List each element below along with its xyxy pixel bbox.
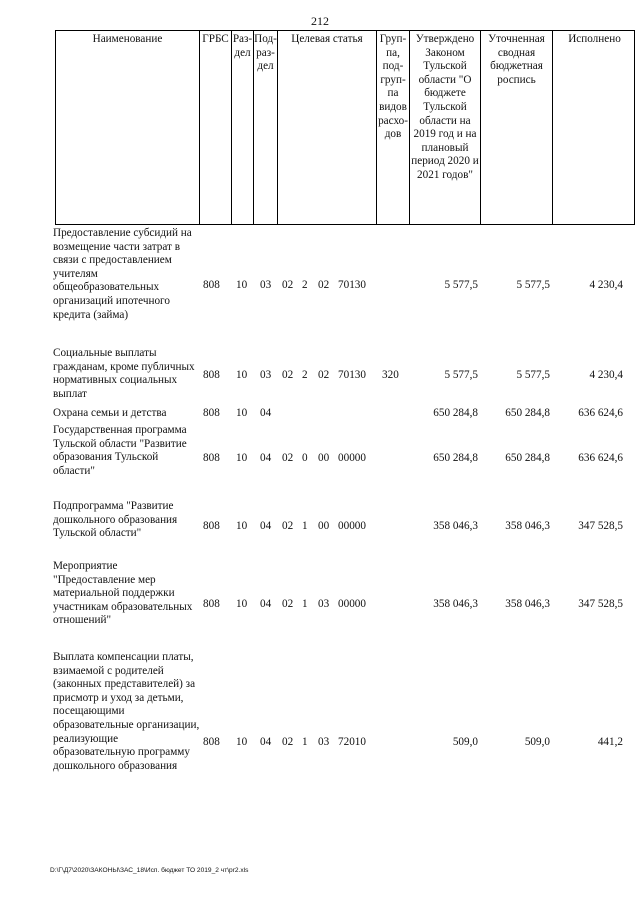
row-razdel: 10	[236, 736, 248, 748]
row-approved: 650 284,8	[433, 407, 478, 419]
row-target-3: 02	[318, 279, 330, 291]
row-executed: 347 528,5	[578, 520, 623, 532]
row-target-4: 00000	[338, 452, 366, 464]
header-target: Целевая статья	[277, 31, 376, 224]
row-target-1: 02	[282, 369, 294, 381]
row-target-3: 00	[318, 520, 330, 532]
row-razdel: 10	[236, 520, 248, 532]
row-refined: 650 284,8	[505, 407, 550, 419]
row-target-4: 00000	[338, 520, 366, 532]
row-refined: 650 284,8	[505, 452, 550, 464]
row-razdel: 10	[236, 369, 248, 381]
row-target-2: 2	[302, 279, 308, 291]
row-approved: 509,0	[452, 736, 478, 748]
row-executed: 441,2	[597, 736, 623, 748]
row-executed: 4 230,4	[589, 369, 623, 381]
row-grbs: 808	[203, 452, 220, 464]
table-header	[55, 30, 635, 225]
row-approved: 5 577,5	[444, 279, 478, 291]
file-path-footer: D:\Г\Д7\2020\ЗАКОНЫ\ЗАС_18\Исп. бюджет ТО 2019_2 чт\pr2.xls	[50, 867, 249, 874]
row-approved: 5 577,5	[444, 369, 478, 381]
row-grbs: 808	[203, 520, 220, 532]
row-target-1: 02	[282, 598, 294, 610]
row-podrazdel: 03	[260, 369, 272, 381]
row-grbs: 808	[203, 279, 220, 291]
row-name: Подпрограмма "Развитие дошкольного образования Тульской области"	[53, 500, 178, 540]
row-target-1: 02	[282, 452, 294, 464]
row-refined: 5 577,5	[516, 369, 550, 381]
row-podrazdel: 03	[260, 279, 272, 291]
row-name: Охрана семьи и детства	[53, 407, 167, 419]
row-target-3: 00	[318, 452, 330, 464]
header-approved: Утверждено Законом Тульской области "О бюджете Тульской области на 2019 год и на плановый период 2020 и 2021 годов"	[409, 31, 480, 224]
row-target-1: 02	[282, 279, 294, 291]
row-approved: 650 284,8	[433, 452, 478, 464]
row-executed: 347 528,5	[578, 598, 623, 610]
row-executed: 636 624,6	[578, 407, 623, 419]
row-group: 320	[382, 369, 399, 381]
row-grbs: 808	[203, 369, 220, 381]
header-refined: Уточненная сводная бюджетная роспись	[480, 31, 552, 224]
row-target-4: 70130	[338, 369, 366, 381]
row-podrazdel: 04	[260, 452, 272, 464]
row-approved: 358 046,3	[433, 598, 478, 610]
row-podrazdel: 04	[260, 407, 272, 419]
page-number: 212	[311, 14, 329, 28]
row-target-2: 1	[302, 736, 308, 748]
header-name: Наименование	[92, 33, 163, 45]
row-target-4: 00000	[338, 598, 366, 610]
row-target-4: 72010	[338, 736, 366, 748]
row-name: Социальные выплаты гражданам, кроме публичных нормативных социальных выплат	[53, 347, 195, 400]
row-target-2: 0	[302, 452, 308, 464]
row-approved: 358 046,3	[433, 520, 478, 532]
row-target-2: 1	[302, 598, 308, 610]
row-grbs: 808	[203, 407, 220, 419]
header-executed: Исполнено	[552, 31, 636, 224]
row-refined: 5 577,5	[516, 279, 550, 291]
row-podrazdel: 04	[260, 736, 272, 748]
row-grbs: 808	[203, 736, 220, 748]
row-name: Выплата компенсации платы, взимаемой с родителей (законных представителей) за присмотр и уход за детьми, посещающими образовательные организации, реализующие образовательную программу дошкольного образования	[53, 651, 200, 772]
row-razdel: 10	[236, 452, 248, 464]
row-target-1: 02	[282, 736, 294, 748]
row-executed: 636 624,6	[578, 452, 623, 464]
header-podrazdel: Под-раз-дел	[253, 31, 277, 224]
row-name: Государственная программа Тульской области "Развитие образования Тульской области"	[53, 424, 187, 477]
row-refined: 358 046,3	[505, 598, 550, 610]
row-executed: 4 230,4	[589, 279, 623, 291]
row-refined: 358 046,3	[505, 520, 550, 532]
row-refined: 509,0	[524, 736, 550, 748]
row-razdel: 10	[236, 598, 248, 610]
row-target-3: 02	[318, 369, 330, 381]
row-name: Мероприятие "Предоставление мер материальной поддержки участникам образовательных отношений"	[53, 560, 193, 627]
row-podrazdel: 04	[260, 520, 272, 532]
row-target-2: 2	[302, 369, 308, 381]
row-razdel: 10	[236, 407, 248, 419]
row-razdel: 10	[236, 279, 248, 291]
row-target-4: 70130	[338, 279, 366, 291]
row-target-3: 03	[318, 598, 330, 610]
row-target-2: 1	[302, 520, 308, 532]
row-name: Предоставление субсидий на возмещение части затрат в связи с предоставлением учителям общеобразовательных организаций ипотечного кредита (займа)	[53, 227, 192, 321]
header-grbs: ГРБС	[199, 31, 231, 224]
row-podrazdel: 04	[260, 598, 272, 610]
header-razdel: Раз-дел	[231, 31, 253, 224]
header-group: Груп-па, под-груп-па видов расхо-дов	[376, 31, 409, 224]
row-target-1: 02	[282, 520, 294, 532]
row-target-3: 03	[318, 736, 330, 748]
row-grbs: 808	[203, 598, 220, 610]
